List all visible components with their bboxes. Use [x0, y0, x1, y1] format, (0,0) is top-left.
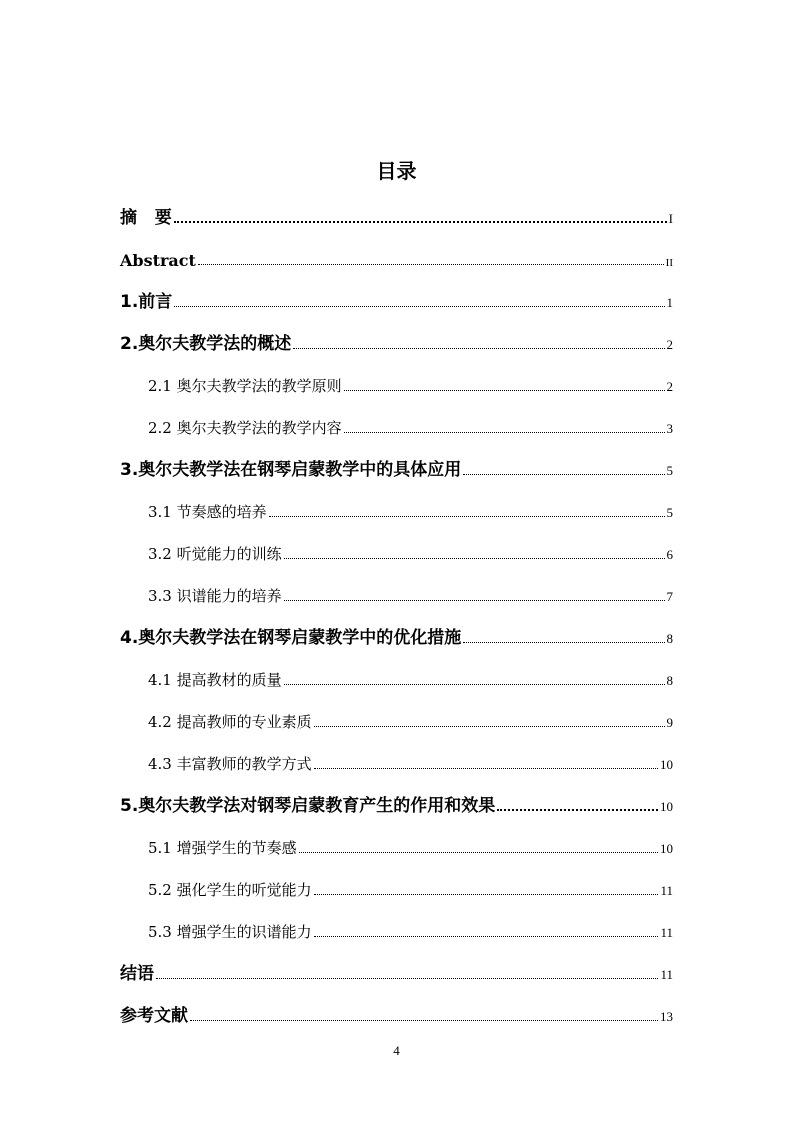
toc-entry-references[interactable] [120, 1000, 673, 1026]
toc-entry-page: 9 [666, 715, 673, 730]
toc-entry-label: 摘 要 [120, 208, 172, 228]
toc-entry-section-4-1[interactable] [148, 664, 673, 690]
toc-entry-page: 10 [660, 841, 673, 856]
toc-entry-section-5-1[interactable] [148, 832, 673, 858]
toc-entry-chapter-3[interactable] [120, 454, 673, 480]
page-number: 4 [393, 1043, 400, 1058]
toc-entry-label: 4.3 丰富教师的教学方式 [148, 755, 312, 773]
dot-leader [190, 1020, 658, 1021]
toc-entry-page: 3 [666, 421, 673, 436]
toc-entry-page: 11 [660, 967, 673, 982]
toc-entry-page: I [668, 211, 673, 226]
toc-entry-label: 3.奥尔夫教学法在钢琴启蒙教学中的具体应用 [120, 460, 462, 480]
toc-entry-section-3-3[interactable] [148, 580, 673, 606]
toc-entry-chapter-4[interactable] [120, 622, 673, 648]
toc-entry-page: 5 [666, 505, 673, 520]
toc-entry-abstract-cn[interactable] [120, 202, 673, 228]
toc-entry-chapter-5[interactable] [120, 790, 673, 816]
toc-entry-label: 4.奥尔夫教学法在钢琴启蒙教学中的优化措施 [120, 628, 462, 648]
dot-leader [174, 221, 667, 223]
toc-entry-label: 参考文献 [120, 1006, 188, 1026]
toc-entry-section-4-3[interactable] [148, 748, 673, 774]
dot-leader [463, 474, 664, 475]
toc-entry-section-3-2[interactable] [148, 538, 673, 564]
dot-leader [344, 432, 665, 433]
dot-leader [269, 516, 665, 517]
toc-entry-section-3-1[interactable] [148, 496, 673, 522]
toc-entry-label: 2.2 奥尔夫教学法的教学内容 [148, 419, 342, 437]
toc-entry-section-4-2[interactable] [148, 706, 673, 732]
toc-entry-section-2-1[interactable] [148, 370, 673, 396]
toc-entry-label: 3.1 节奏感的培养 [148, 503, 267, 521]
toc-entry-label: 2.1 奥尔夫教学法的教学原则 [148, 377, 342, 395]
toc-entry-label: 3.2 听觉能力的训练 [148, 545, 282, 563]
toc-entry-conclusion[interactable] [120, 958, 673, 984]
toc-entry-page: 8 [666, 631, 673, 646]
toc-entry-page: II [665, 257, 673, 269]
toc-entry-label: 5.1 增强学生的节奏感 [148, 839, 297, 857]
dot-leader [314, 936, 659, 937]
toc-entry-page: 11 [660, 925, 673, 940]
toc-entry-label: 5.奥尔夫教学法对钢琴启蒙教育产生的作用和效果 [120, 796, 496, 816]
toc-entry-label: 5.2 强化学生的听觉能力 [148, 881, 312, 899]
toc-entry-page: 8 [666, 673, 673, 688]
toc-entry-label: 1.前言 [120, 292, 173, 312]
dot-leader [174, 306, 664, 307]
toc-entry-page: 2 [666, 337, 673, 352]
toc-entry-section-5-2[interactable] [148, 874, 673, 900]
toc-entry-label: 结语 [120, 964, 154, 984]
toc-entry-section-2-2[interactable] [148, 412, 673, 438]
toc-entry-abstract-en[interactable] [120, 244, 673, 270]
toc-entry-label: 3.3 识谱能力的培养 [148, 587, 282, 605]
toc-entry-page: 7 [666, 589, 673, 604]
dot-leader [314, 768, 658, 769]
toc-entry-label: Abstract [120, 251, 196, 270]
toc-entry-label: 4.2 提高教师的专业素质 [148, 713, 312, 731]
dot-leader [198, 264, 664, 265]
toc-entry-page: 10 [660, 757, 673, 772]
dot-leader [156, 978, 658, 979]
dot-leader [284, 684, 665, 685]
dot-leader [314, 726, 665, 727]
toc-entry-page: 10 [660, 799, 673, 814]
toc-title: 目录 [376, 159, 417, 183]
dot-leader [299, 852, 658, 853]
toc-entry-page: 2 [666, 379, 673, 394]
toc-entry-page: 13 [660, 1009, 673, 1024]
dot-leader [284, 600, 665, 601]
dot-leader [284, 558, 665, 559]
toc-entry-page: 5 [666, 463, 673, 478]
toc-entry-chapter-2[interactable] [120, 328, 673, 354]
toc-entry-chapter-1[interactable] [120, 286, 673, 312]
toc-entry-section-5-3[interactable] [148, 916, 673, 942]
dot-leader [293, 348, 664, 349]
toc-entry-page: 1 [666, 295, 673, 310]
dot-leader [497, 809, 658, 811]
dot-leader [314, 894, 659, 895]
toc-entry-page: 6 [666, 547, 673, 562]
toc-entry-label: 4.1 提高教材的质量 [148, 671, 282, 689]
toc-entry-label: 2.奥尔夫教学法的概述 [120, 334, 292, 354]
toc-entry-label: 5.3 增强学生的识谱能力 [148, 923, 312, 941]
toc-entry-page: 11 [660, 883, 673, 898]
dot-leader [463, 642, 664, 643]
dot-leader [344, 390, 665, 391]
